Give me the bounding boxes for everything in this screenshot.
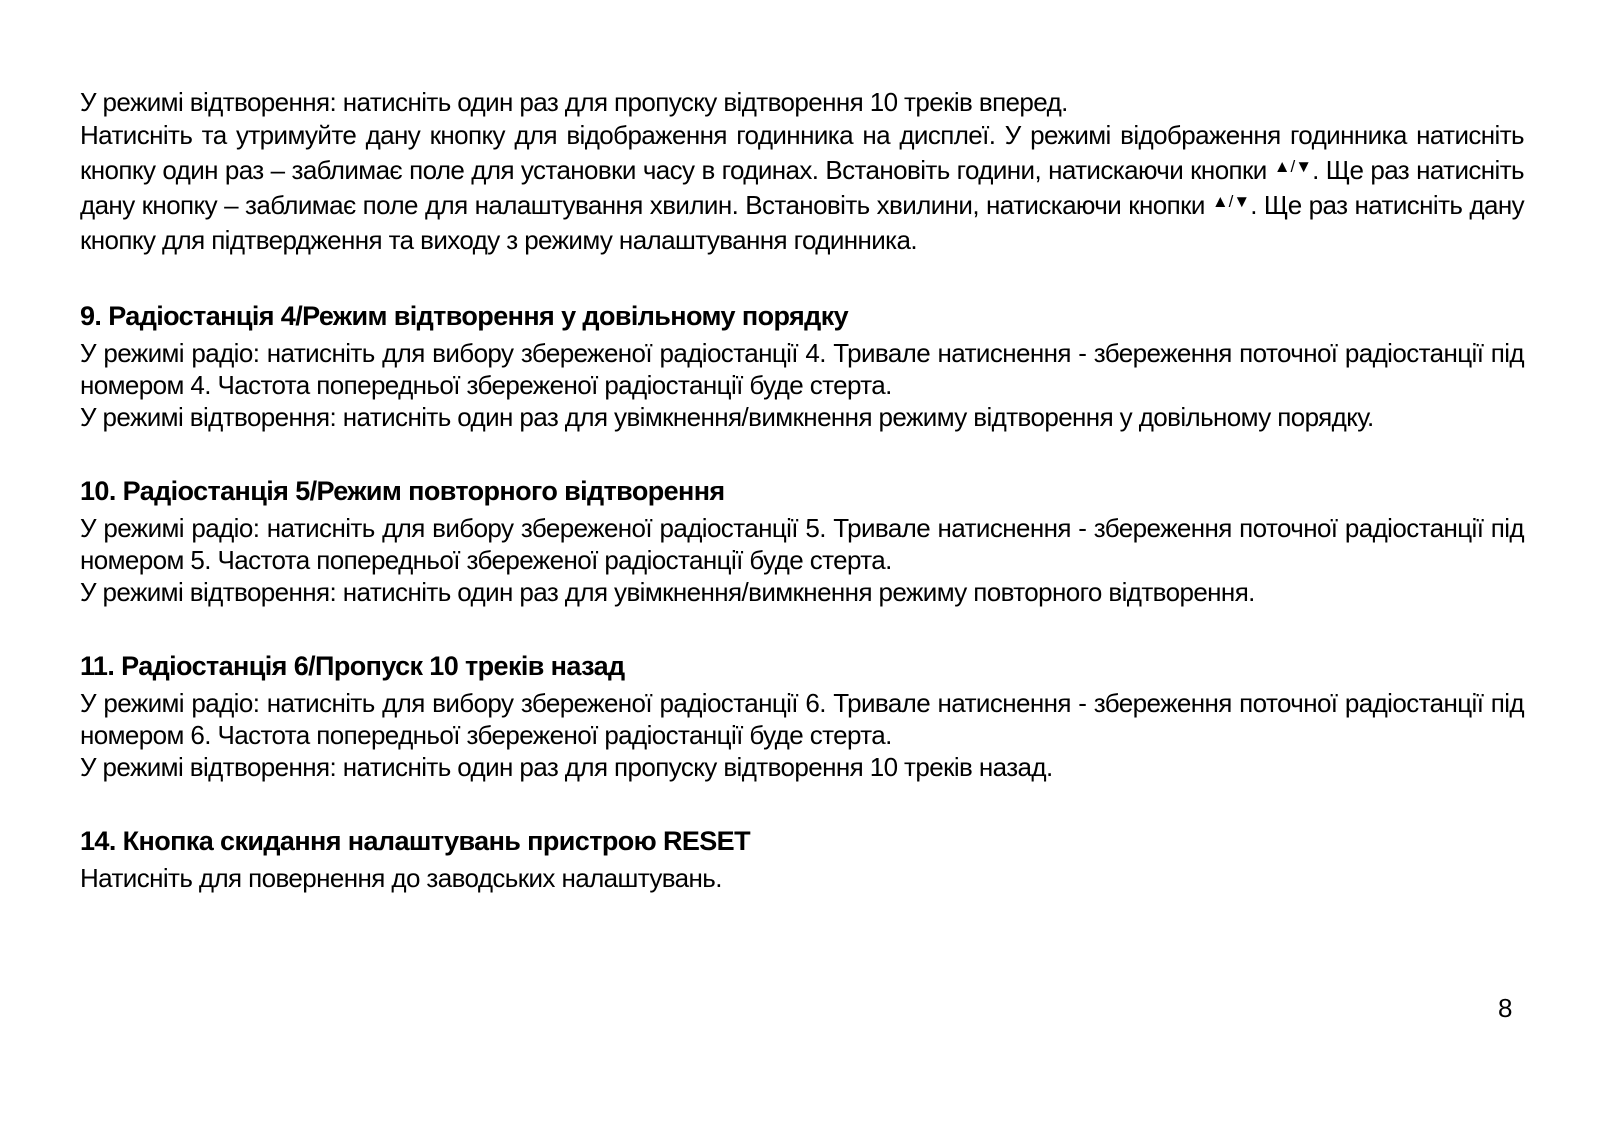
section-14 bbox=[80, 825, 1524, 894]
paragraph-text: . Ще раз натисніть дану кнопку – заблимає поле для налаштування хвилин. Встановіть хвилини, натискаючи кнопки bbox=[80, 155, 1524, 220]
page-number: 8 bbox=[1498, 993, 1513, 1023]
paragraph-text: . Ще раз натисніть дану кнопку для підтвердження та виходу з режиму налаштування годинника. bbox=[80, 190, 1524, 255]
section-9 bbox=[80, 300, 1524, 433]
section-10-radio-paragraph: У режимі радіо: натисніть для вибору збереженої радіостанції 5. Тривале натиснення - збереження поточної радіостанції під номером 5. Частота попередньої збереженої радіостанції буде стерта. bbox=[80, 513, 1524, 575]
page-content bbox=[80, 86, 1524, 894]
paragraph-text: Натисніть та утримуйте дану кнопку для відображення годинника на дисплеї. У режимі відображення годинника натисніть кнопку один раз – заблимає поле для установки часу в годинах. Встановіть години, натискаючи кнопки bbox=[80, 120, 1524, 185]
section-14-reset-paragraph: Натисніть для повернення до заводських налаштувань. bbox=[80, 863, 722, 893]
section-9-radio-paragraph: У режимі радіо: натисніть для вибору збереженої радіостанції 4. Тривале натиснення - збереження поточної радіостанції під номером 4. Частота попередньої збереженої радіостанції буде стерта. bbox=[80, 338, 1524, 400]
section-11-heading: 11. Радіостанція 6/Пропуск 10 треків назад bbox=[80, 651, 625, 681]
section-11-radio-paragraph: У режимі радіо: натисніть для вибору збереженої радіостанції 6. Тривале натиснення - збереження поточної радіостанції під номером 6. Частота попередньої збереженої радіостанції буде стерта. bbox=[80, 688, 1524, 750]
section-10 bbox=[80, 475, 1524, 608]
section-10-heading: 10. Радіостанція 5/Режим повторного відтворення bbox=[80, 476, 725, 506]
intro-skip-forward-paragraph: У режимі відтворення: натисніть один раз для пропуску відтворення 10 треків вперед. bbox=[80, 87, 1068, 117]
clock-settings-paragraph: Натисніть та утримуйте дану кнопку для відображення годинника на дисплеї. У режимі відображення годинника натисніть кнопку один раз – заблимає поле для установки часу в годинах. Встановіть години, натискаючи кнопки ▲/▼. Ще раз натисніть дану кнопку – заблимає поле для налаштування хвилин. Встановіть хвилини, натискаючи кнопки ▲/▼. Ще раз натисніть дану кнопку для підтвердження та виходу з режиму налаштування годинника. bbox=[80, 120, 1524, 255]
section-14-heading: 14. Кнопка скидання налаштувань пристрою RESET bbox=[80, 826, 750, 856]
section-9-heading: 9. Радіостанція 4/Режим відтворення у довільному порядку bbox=[80, 301, 849, 331]
section-11 bbox=[80, 650, 1524, 783]
section-9-playback-paragraph: У режимі відтворення: натисніть один раз для увімкнення/вимкнення режиму відтворення у довільному порядку. bbox=[80, 402, 1374, 432]
section-10-playback-paragraph: У режимі відтворення: натисніть один раз для увімкнення/вимкнення режиму повторного відтворення. bbox=[80, 577, 1255, 607]
section-11-playback-paragraph: У режимі відтворення: натисніть один раз для пропуску відтворення 10 треків назад. bbox=[80, 752, 1053, 782]
